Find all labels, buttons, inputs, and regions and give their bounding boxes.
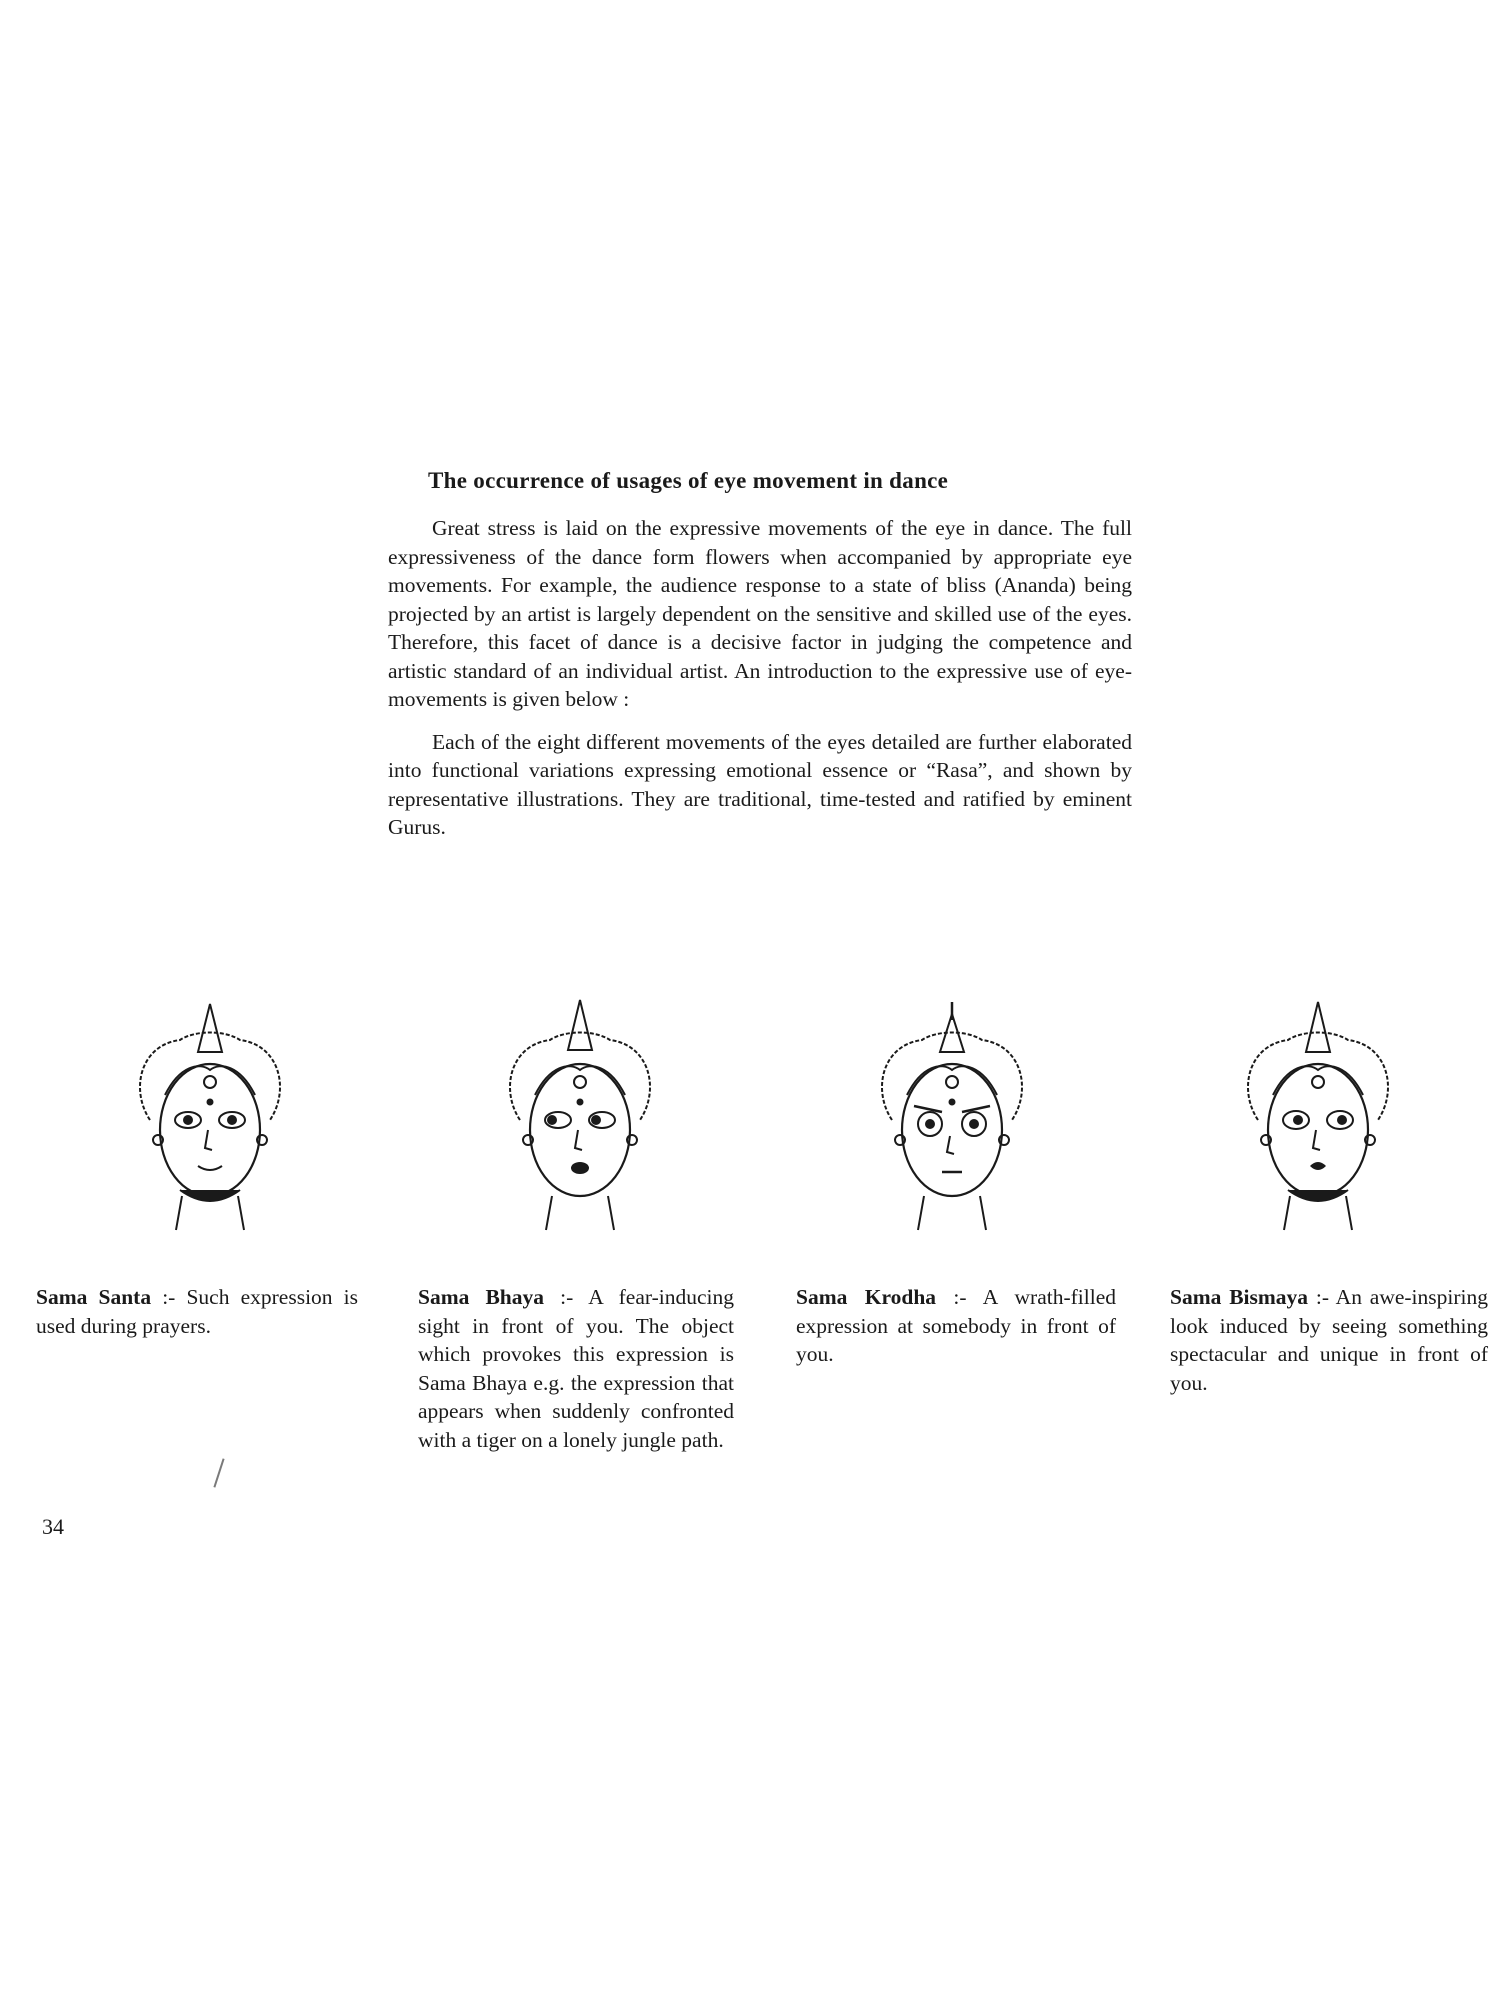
intro-paragraph-2: Each of the eight different movements of the eyes detailed are further elaborated into functional variations expressing emotional essence or “Rasa”, and shown by representative illustrations. They are traditional, time-tested and ratified by eminent Gurus. bbox=[388, 729, 1132, 839]
caption-sama-santa bbox=[36, 1283, 358, 1340]
dancer-face-awed-icon bbox=[1218, 990, 1418, 1240]
page-number: 34 bbox=[42, 1514, 64, 1539]
caption-term: Sama Bismaya bbox=[1170, 1285, 1309, 1309]
caption-separator: :- bbox=[1308, 1285, 1336, 1309]
face-drawing bbox=[852, 990, 1052, 1240]
intro-paragraph-1: Great stress is laid on the expressive movements of the eye in dance. The full expressiveness of the dance form flowers when accompanied by appropriate eye movements. For example, the audience response to a state of bliss (Ananda) being projected by an artist is largely dependent on the sensitive and skilled use of the eyes. Therefore, this facet of dance is a decisive factor in judging the competence and artistic standard of an individual artist. An introduction to the expressive use of eye-movements is given below : bbox=[388, 516, 1132, 711]
dancer-face-calm-icon bbox=[110, 990, 310, 1240]
caption-sama-bismaya bbox=[1170, 1283, 1488, 1397]
caption-description: An awe-inspiring look induced by seeing something spectacular and unique in front of you. bbox=[1170, 1285, 1488, 1395]
dancer-face-angry-icon bbox=[852, 990, 1052, 1240]
stray-pen-mark bbox=[213, 1458, 224, 1487]
face-drawing bbox=[110, 990, 310, 1240]
caption-description: A fear-inducing sight in front of you. The object which provokes this expression is Sama Bhaya e.g. the expression that appears when suddenly confronted with a tiger on a lonely jungle path. bbox=[418, 1285, 735, 1452]
caption-description: Such expression is used during prayers. bbox=[36, 1285, 359, 1338]
illustrations-row bbox=[100, 990, 1500, 1250]
caption-term: Sama Santa bbox=[36, 1285, 152, 1309]
caption-separator: :- bbox=[151, 1285, 187, 1309]
caption-sama-bhaya bbox=[418, 1283, 734, 1454]
section-title: The occurrence of usages of eye movement in dance bbox=[428, 468, 949, 493]
caption-term: Sama Bhaya bbox=[418, 1285, 545, 1309]
caption-description: A wrath-filled expression at somebody in front of you. bbox=[796, 1285, 1116, 1366]
caption-separator: :- bbox=[936, 1285, 983, 1309]
face-drawing bbox=[1218, 990, 1418, 1240]
dancer-face-fearful-icon bbox=[480, 990, 680, 1240]
caption-term: Sama Krodha bbox=[796, 1285, 937, 1309]
caption-separator: :- bbox=[544, 1285, 589, 1309]
caption-sama-krodha bbox=[796, 1283, 1116, 1369]
face-drawing bbox=[480, 990, 680, 1240]
intro-text bbox=[388, 514, 1132, 856]
